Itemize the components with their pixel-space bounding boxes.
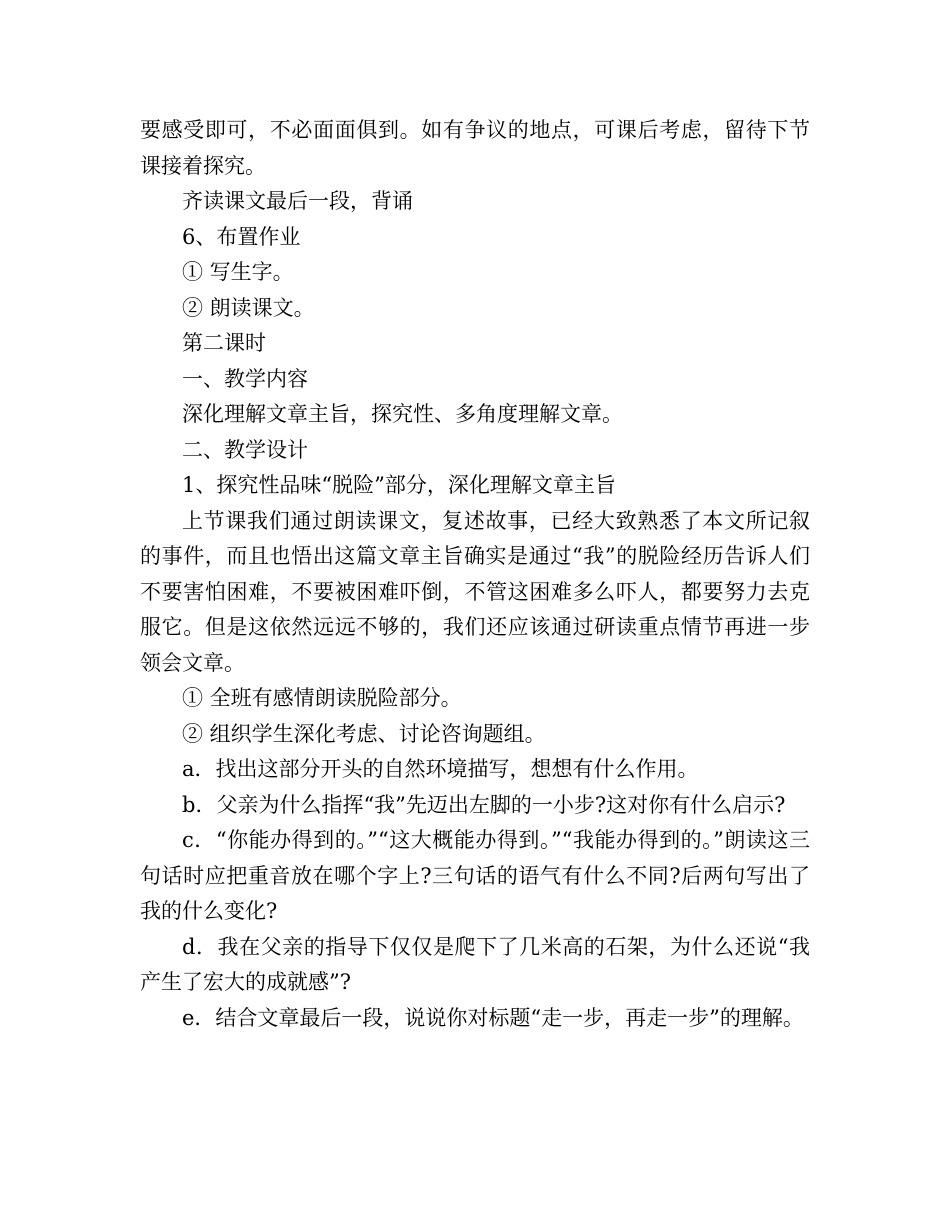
paragraph-18: e．结合文章最后一段，说说你对标题“走一步，再走一步”的理解。 xyxy=(182,1005,804,1030)
paragraph-1: 要感受即可，不必面面俱到。如有争议的地点，可课后考虑，留待下节课接着探究。 xyxy=(140,118,810,178)
paragraph-16: c．“你能办得到的。”“这大概能办得到。”“我能办得到的。”朗读这三句话时应把重音放在哪个字上?三句话的语气有什么不同?后两句写出了我的什么变化? xyxy=(140,828,810,923)
paragraph-3: 6、布置作业 xyxy=(182,224,301,249)
paragraph-4: ① 写生字。 xyxy=(182,260,294,284)
paragraph-17: d．我在父亲的指导下仅仅是爬下了几米高的石架，为什么还说“我产生了宏大的成就感”? xyxy=(140,934,810,994)
paragraph-8: 深化理解文章主旨，探究性、多角度理解文章。 xyxy=(182,402,623,426)
paragraph-5: ② 朗读课文。 xyxy=(182,295,315,320)
paragraph-2: 齐读课文最后一段，背诵 xyxy=(182,189,413,213)
paragraph-14: a．找出这部分开头的自然环境描写，想想有什么作用。 xyxy=(182,757,699,781)
paragraph-15: b．父亲为什么指挥“我”先迈出左脚的一小步?这对你有什么启示? xyxy=(182,792,786,817)
paragraph-9: 二、教学设计 xyxy=(182,437,308,462)
paragraph-11: 上节课我们通过朗读课文，复述故事，已经大致熟悉了本文所记叙的事件，而且也悟出这篇文章主旨确实是通过“我”的脱险经历告诉人们不要害怕困难，不要被困难吓倒，不管这困难多么吓人，都要努力去克服它。但是这依然远远不够的，我们还应该通过研读重点情节再进一步领会文章。 xyxy=(140,508,810,675)
paragraph-12: ① 全班有感情朗读脱险部分。 xyxy=(182,686,462,710)
paragraph-10: 1、探究性品味“脱险”部分，深化理解文章主旨 xyxy=(182,473,616,497)
paragraph-13: ② 组织学生深化考虑、讨论咨询题组。 xyxy=(182,721,546,746)
paragraph-6: 第二课时 xyxy=(182,331,266,355)
paragraph-7: 一、教学内容 xyxy=(182,366,308,391)
document-body xyxy=(140,113,810,1036)
